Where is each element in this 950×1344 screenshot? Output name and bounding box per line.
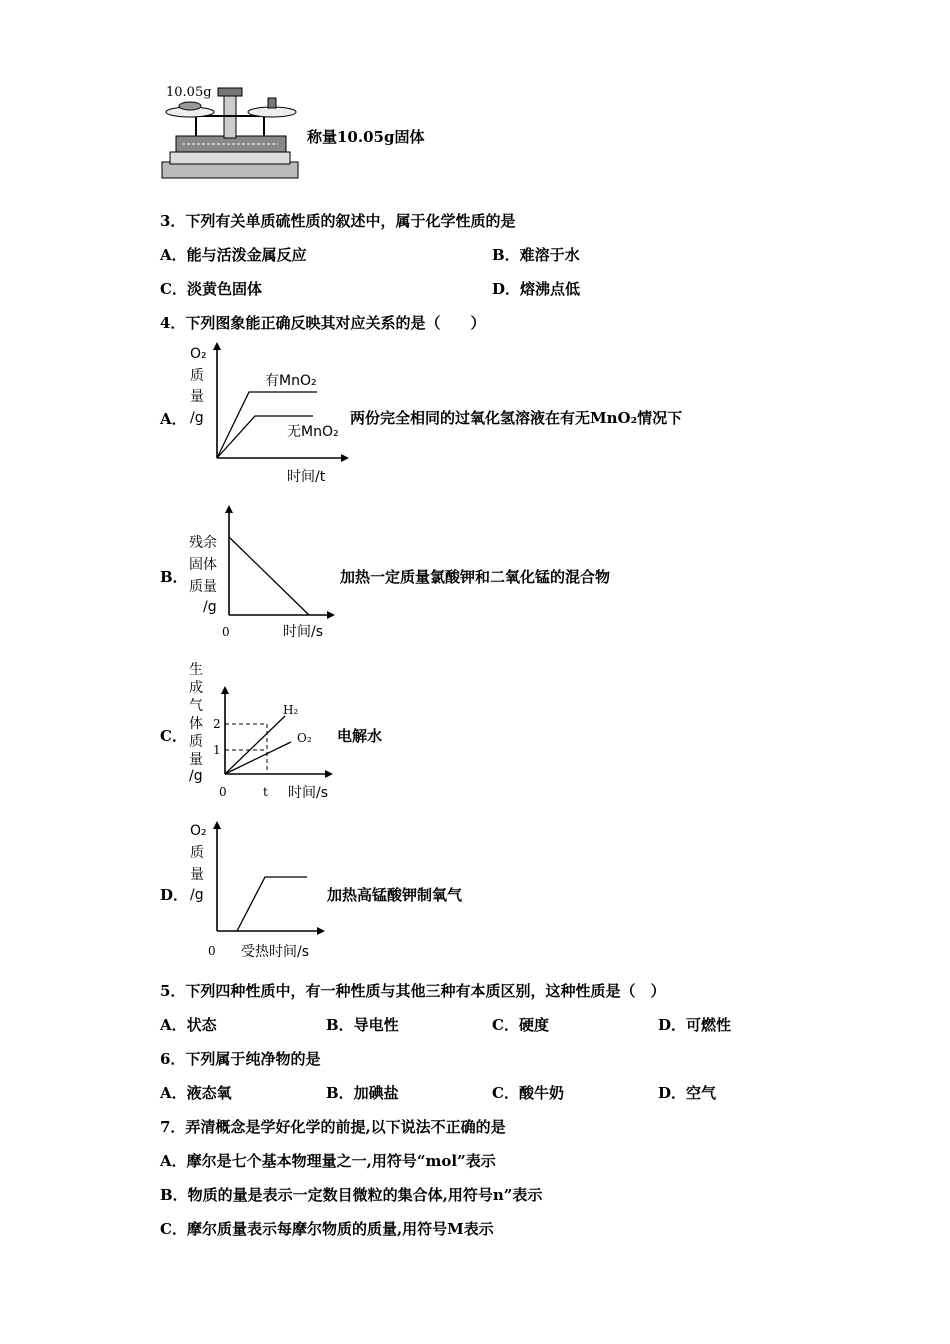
q4c-x-label: 时间/s xyxy=(288,785,329,801)
q3-option-d[interactable]: D．熔沸点低 xyxy=(492,280,581,298)
q4c-y-tick-1: 1 xyxy=(213,743,221,757)
q4-option-c-desc: 电解水 xyxy=(337,727,383,745)
q4d-y-label-0: O₂ xyxy=(190,823,207,839)
q7-option-b[interactable]: B．物质的量是表示一定数目微粒的集合体,用符号n”表示 xyxy=(160,1186,543,1204)
q4a-y-label-3: /g xyxy=(190,410,204,426)
q4c-y-label-1: 成 xyxy=(189,680,203,696)
q4-option-d-desc: 加热高锰酸钾制氧气 xyxy=(327,886,463,904)
q3-stem: 3．下列有关单质硫性质的叙述中，属于化学性质的是 xyxy=(160,212,516,230)
q5-option-c[interactable]: C．硬度 xyxy=(492,1016,549,1034)
q4a-series-with: 有MnO₂ xyxy=(265,373,317,389)
q5-option-a[interactable]: A．状态 xyxy=(160,1016,217,1034)
q4d-origin: 0 xyxy=(208,944,216,958)
q4b-y-label-0: 残余 xyxy=(189,535,217,551)
q4-option-a-letter[interactable]: A． xyxy=(160,410,187,428)
q4c-y-label-2: 气 xyxy=(189,698,203,714)
q4d-y-label-2: 量 xyxy=(190,867,204,883)
q5-option-d[interactable]: D．可燃性 xyxy=(658,1016,732,1034)
q6-option-d[interactable]: D．空气 xyxy=(658,1084,717,1102)
q4a-series-without: 无MnO₂ xyxy=(287,424,339,440)
q4b-y-label-3: /g xyxy=(203,599,217,615)
q5-stem: 5．下列四种性质中，有一种性质与其他三种有本质区别，这种性质是（ ） xyxy=(160,982,666,1000)
q3-option-a[interactable]: A．能与活泼金属反应 xyxy=(160,246,307,264)
q7-option-a[interactable]: A．摩尔是七个基本物理量之一,用符号“mol”表示 xyxy=(160,1152,496,1170)
q4d-y-label-3: /g xyxy=(190,887,204,903)
q4c-series-o2: O₂ xyxy=(297,731,312,745)
q4b-origin: 0 xyxy=(222,625,230,639)
q6-stem: 6．下列属于纯净物的是 xyxy=(160,1050,321,1068)
q4-option-b-letter[interactable]: B． xyxy=(160,568,188,586)
q4c-y-tick-2: 2 xyxy=(213,717,221,731)
q6-option-b[interactable]: B．加碘盐 xyxy=(326,1084,399,1102)
balance-illustration xyxy=(160,80,305,180)
q4a-x-label: 时间/t xyxy=(287,469,326,485)
q4b-y-label-1: 固体 xyxy=(189,557,217,573)
q4d-y-label-1: 质 xyxy=(190,845,204,861)
balance-caption: 称量10.05g固体 xyxy=(307,128,425,146)
q4c-origin: 0 xyxy=(219,785,227,799)
q4c-y-label-3: 体 xyxy=(189,716,203,732)
q4c-x-tick: t xyxy=(263,785,268,799)
q4-graph-d xyxy=(185,815,335,965)
q4c-series-h2: H₂ xyxy=(283,703,299,717)
q4d-x-label: 受热时间/s xyxy=(241,944,310,960)
q4a-y-label-0: O₂ xyxy=(190,346,207,362)
q4-graph-a xyxy=(185,340,355,490)
q4-graph-c xyxy=(185,660,340,805)
q5-option-b[interactable]: B．导电性 xyxy=(326,1016,399,1034)
q4a-y-label-1: 质 xyxy=(190,368,204,384)
q4c-y-label-6: /g xyxy=(189,768,203,784)
q4b-x-label: 时间/s xyxy=(283,624,324,640)
q7-option-c[interactable]: C．摩尔质量表示每摩尔物质的质量,用符号M表示 xyxy=(160,1220,494,1238)
q4-option-c-letter[interactable]: C． xyxy=(160,727,187,745)
q6-option-c[interactable]: C．酸牛奶 xyxy=(492,1084,564,1102)
q4-option-d-letter[interactable]: D． xyxy=(160,886,189,904)
q7-stem: 7．弄清概念是学好化学的前提,以下说法不正确的是 xyxy=(160,1118,506,1136)
balance-weight-label: 10.05g xyxy=(166,85,212,100)
q3-option-c[interactable]: C．淡黄色固体 xyxy=(160,280,262,298)
q4a-y-label-2: 量 xyxy=(190,389,204,405)
q4c-y-label-5: 量 xyxy=(189,752,203,768)
q4-option-a-desc: 两份完全相同的过氧化氢溶液在有无MnO₂情况下 xyxy=(350,409,683,427)
q3-option-b[interactable]: B．难溶于水 xyxy=(492,246,580,264)
q4b-y-label-2: 质量 xyxy=(189,579,217,595)
q4-option-b-desc: 加热一定质量氯酸钾和二氧化锰的混合物 xyxy=(340,568,611,586)
q4c-y-label-0: 生 xyxy=(189,662,203,678)
q4c-y-label-4: 质 xyxy=(189,734,203,750)
q4-stem: 4．下列图象能正确反映其对应关系的是（ ） xyxy=(160,314,486,332)
q4-graph-b xyxy=(185,503,345,648)
q6-option-a[interactable]: A．液态氧 xyxy=(160,1084,232,1102)
